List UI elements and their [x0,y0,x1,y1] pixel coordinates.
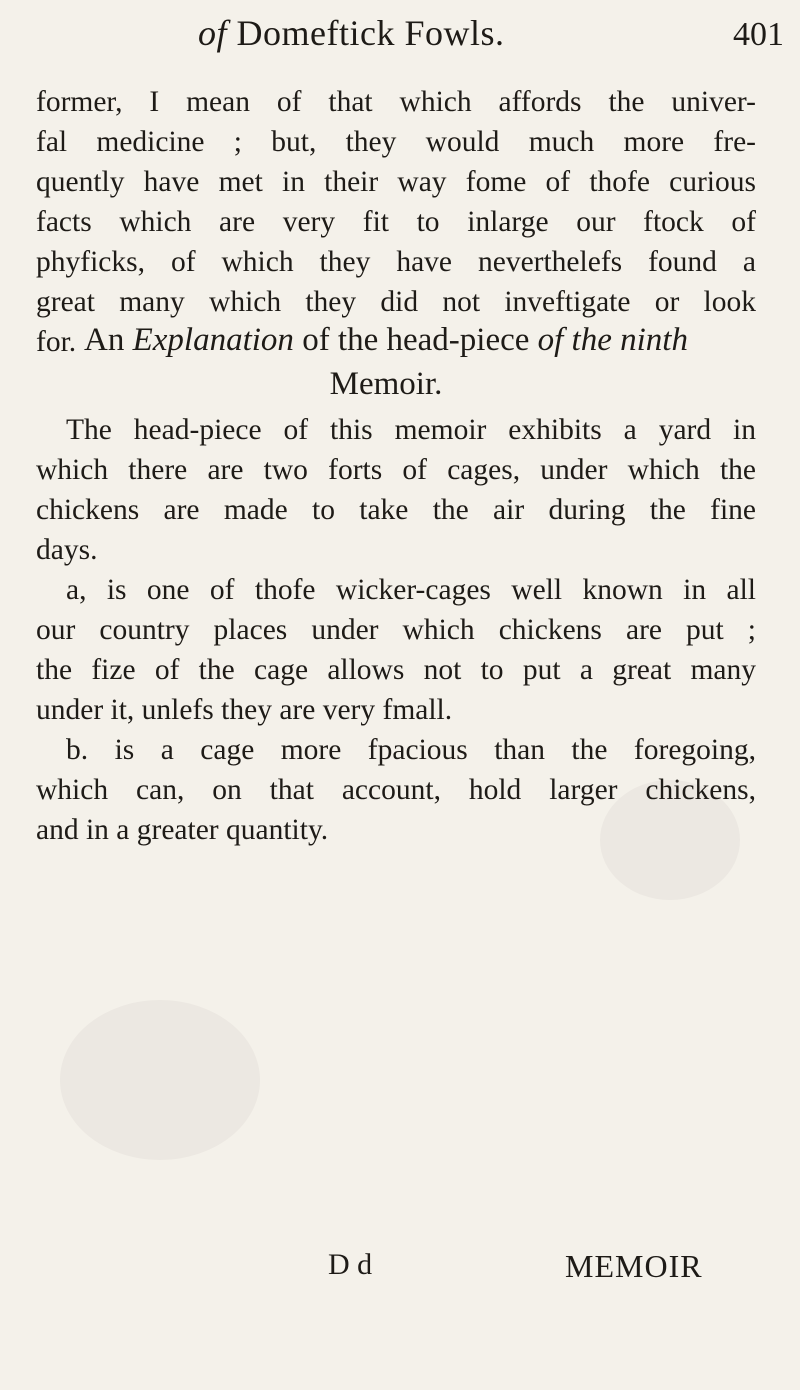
text-line: days. [36,534,98,566]
text-line: and in a greater quantity. [36,814,329,846]
page-footer [0,1248,800,1298]
heading-part-italic: Explanation [132,322,294,358]
paragraph-yard [36,410,756,570]
text-line: our country places under which chickens are put ; [36,614,756,646]
running-head-text: Domeftick Fowls. [236,13,505,53]
catchword: MEMOIR [565,1248,703,1284]
page-header [0,6,800,66]
text-line: for. [36,326,77,358]
text-line: phyficks, of which they have neverthelefs found a [36,246,756,278]
text-line: quently have met in their way fome of thofe curious [36,166,756,198]
running-head-italic: of [198,13,228,53]
signature-mark: D d [328,1248,373,1281]
paper-stain [60,1000,260,1160]
text-line: under it, unlefs they are very fmall. [36,694,453,726]
text-line: which there are two forts of cages, under which the [36,454,756,486]
heading-part: An [84,322,125,358]
text-line: which can, on that account, hold larger chickens, [36,774,756,806]
heading-part-italic: of the ninth [537,322,688,358]
text-line: the fize of the cage allows not to put a great many [36,654,756,686]
heading-part: of the head-piece [302,322,530,358]
paragraph-cage-b [36,730,756,850]
text-line: great many which they did not inveftigate or look [36,286,756,318]
heading-part: Memoir. [329,366,443,402]
running-head [198,12,505,54]
paragraph-cage-a [36,570,756,730]
text-line: facts which are very fit to inlarge our ftock of [36,206,756,238]
text-line: former, I mean of that which affords the univer- [36,86,756,118]
text-line: a, is one of thofe wicker-cages well known in all [66,574,756,606]
text-line: The head-piece of this memoir exhibits a yard in [66,414,756,446]
text-line: fal medicine ; but, they would much more fre- [36,126,756,158]
page-number: 401 [733,16,784,53]
text-line: chickens are made to take the air during the fine [36,494,756,526]
text-line: b. is a cage more fpacious than the foregoing, [66,734,756,766]
section-heading [36,318,736,406]
